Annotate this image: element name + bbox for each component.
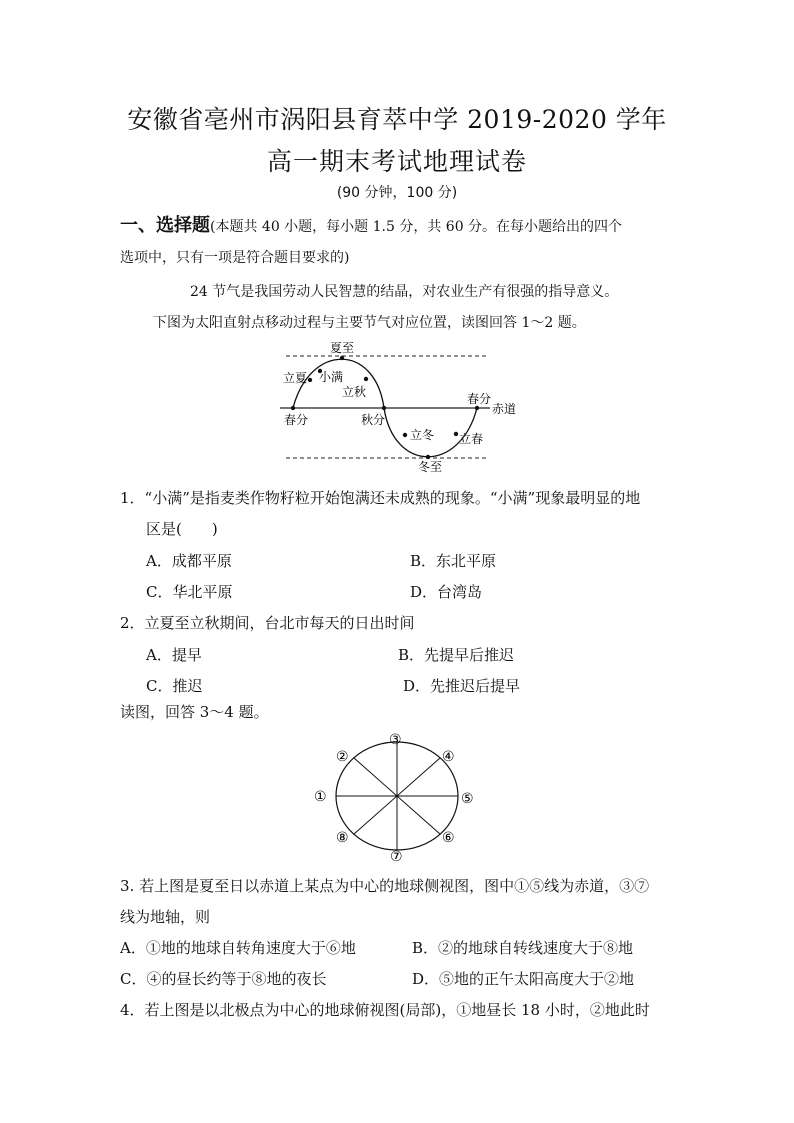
q1-stem-line2: 区是( ) xyxy=(146,520,218,538)
point-liqiu xyxy=(364,377,368,381)
q1-option-b: B．东北平原 xyxy=(410,552,497,570)
label-lichun: 立春 xyxy=(459,432,484,446)
q2-option-a: A．提早 xyxy=(146,646,202,664)
point-label-8: ⑧ xyxy=(336,830,349,846)
section1-heading-line xyxy=(120,211,622,237)
exam-title-line2: 高一期末考试地理试卷 xyxy=(266,147,527,176)
read-instruction-3-4: 读图，回答 3～4 题。 xyxy=(120,703,269,721)
point-lixia xyxy=(308,378,312,382)
q1-option-c: C．华北平原 xyxy=(146,583,233,601)
point-lidong xyxy=(403,433,407,437)
label-qiufen: 秋分 xyxy=(361,413,386,427)
section1-note: (本题共 40 小题，每小题 1.5 分，共 60 分。在每小题给出的四个 xyxy=(210,219,623,235)
q1-option-d: D．台湾岛 xyxy=(410,583,483,601)
earth-circle-figure xyxy=(310,728,490,866)
q1-stem-line1: 1．“小满”是指麦类作物籽粒开始饱满还未成熟的现象。“小满”现象最明显的地 xyxy=(120,489,641,507)
label-lixia: 立夏 xyxy=(283,371,308,385)
intro-line1: 24 节气是我国劳动人民智慧的结晶，对农业生产有很强的指导意义。 xyxy=(190,284,619,300)
label-xiaoman: 小满 xyxy=(319,370,344,384)
point-xiazhi xyxy=(340,356,344,360)
q3-option-d: D．⑤地的正午太阳高度大于②地 xyxy=(412,970,635,988)
label-chunfen-right: 春分 xyxy=(467,392,492,406)
point-chunfen-left xyxy=(291,406,295,410)
q2-stem: 2．立夏至立秋期间，台北市每天的日出时间 xyxy=(120,614,415,632)
solar-term-figure xyxy=(270,338,530,478)
q3-stem-line1: 3. 若上图是夏至日以赤道上某点为中心的地球侧视图，图中①⑤线为赤道，③⑦ xyxy=(120,877,650,895)
point-lichun xyxy=(454,432,458,436)
exam-title-line1: 安徽省亳州市涡阳县育萃中学 2019-2020 学年 xyxy=(127,105,667,134)
q3-option-b: B．②的地球自转线速度大于⑧地 xyxy=(412,939,634,957)
label-xiazhi: 夏至 xyxy=(330,341,355,355)
section1-title: 一、选择题 xyxy=(120,215,210,236)
q3-option-a: A．①地的地球自转角速度大于⑥地 xyxy=(120,939,356,957)
label-dongzhi: 冬至 xyxy=(418,460,443,474)
point-label-6: ⑥ xyxy=(442,830,455,846)
exam-duration-score: (90 分钟，100 分) xyxy=(336,185,458,201)
point-label-5: ⑤ xyxy=(461,791,474,807)
q3-option-c: C．④的昼长约等于⑧地的夜长 xyxy=(120,970,327,988)
point-label-4: ④ xyxy=(442,749,455,765)
q2-option-d: D．先推迟后提早 xyxy=(403,677,521,695)
label-lidong: 立冬 xyxy=(410,428,435,442)
intro-line2: 下图为太阳直射点移动过程与主要节气对应位置，读图回答 1～2 题。 xyxy=(153,315,586,331)
point-dongzhi xyxy=(426,455,430,459)
q4-stem-line1: 4．若上图是以北极点为中心的地球俯视图(局部)，①地昼长 18 小时，②地此时 xyxy=(120,1001,650,1019)
label-chidao: 赤道 xyxy=(492,402,517,416)
q3-stem-line2: 线为地轴，则 xyxy=(120,908,211,926)
point-qiufen xyxy=(382,406,386,410)
point-label-7: ⑦ xyxy=(390,849,403,865)
label-chunfen-left: 春分 xyxy=(284,413,309,427)
q2-option-b: B．先提早后推迟 xyxy=(398,646,515,664)
section1-note-line2: 选项中，只有一项是符合题目要求的) xyxy=(120,250,350,266)
point-label-3: ③ xyxy=(389,732,402,748)
q1-option-a: A．成都平原 xyxy=(146,552,232,570)
point-chunfen-right xyxy=(475,406,479,410)
point-label-2: ② xyxy=(336,749,349,765)
q2-option-c: C．推迟 xyxy=(146,677,203,695)
point-label-1: ① xyxy=(314,789,327,805)
label-liqiu: 立秋 xyxy=(342,385,367,399)
